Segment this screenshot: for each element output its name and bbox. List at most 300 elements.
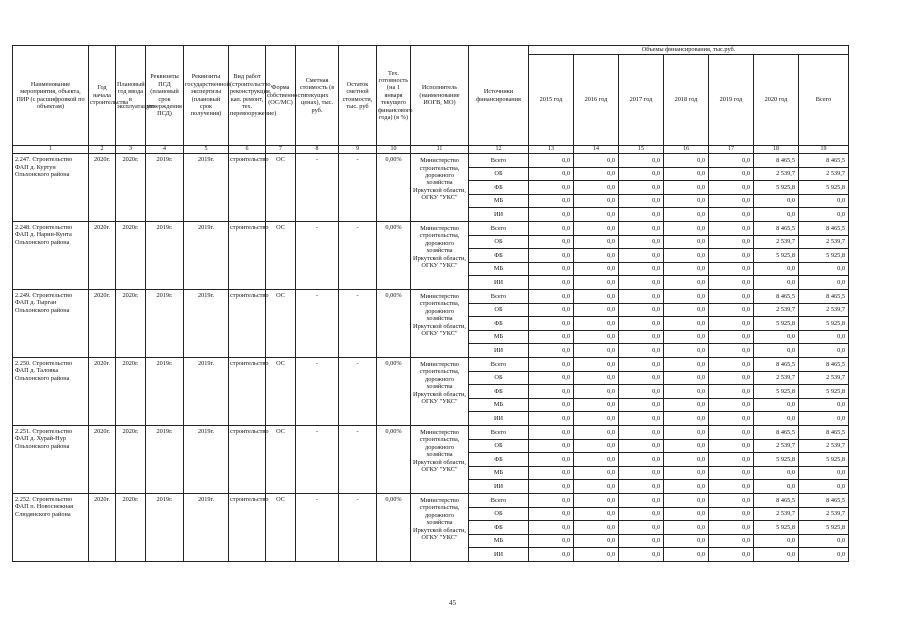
funding-source: ФБ [469,521,529,535]
year-value: 0,0 [529,344,574,358]
year-value: 0,0 [664,548,709,562]
year-value: 0,0 [529,425,574,439]
funding-source: ИИ [469,344,529,358]
total-value: 8 465,5 [799,290,849,304]
year-value: 0,0 [529,262,574,276]
year-value: 0,0 [754,194,799,208]
readiness-percent: 0,00% [377,357,411,425]
year-value: 0,0 [754,262,799,276]
year-value: 0,0 [619,480,664,494]
year-value: 8 465,5 [754,222,799,236]
year-value: 0,0 [664,521,709,535]
year-value: 0,0 [619,154,664,168]
ownership-form: ОС [266,493,296,561]
year-value: 5 925,8 [754,385,799,399]
year-value: 0,0 [709,344,754,358]
header-volumes: Объемы финансирования, тыс.руб. [529,46,849,55]
year-value: 0,0 [709,466,754,480]
year-value: 2 539,7 [754,303,799,317]
year-value: 0,0 [754,276,799,290]
year-value: 0,0 [709,425,754,439]
object-name: 2.251. Строительство ФАП д. Хурай-Нур Ольхонского района [13,425,89,493]
funding-source: МБ [469,534,529,548]
year-value: 0,0 [709,262,754,276]
year-value: 0,0 [619,167,664,181]
readiness-percent: 0,00% [377,154,411,222]
start-year: 2020г. [89,154,116,222]
column-number: 10 [377,146,411,154]
work-type: строительство [229,154,266,222]
year-value: 0,0 [619,385,664,399]
year-value: 0,0 [664,330,709,344]
column-number: 5 [184,146,229,154]
year-value: 0,0 [664,222,709,236]
year-value: 0,0 [664,385,709,399]
year-value: 0,0 [529,276,574,290]
year-value: 2 539,7 [754,167,799,181]
year-value: 0,0 [529,357,574,371]
year-value: 0,0 [619,208,664,222]
remaining-cost: - [339,493,377,561]
year-value: 0,0 [574,534,619,548]
total-value: 5 925,8 [799,453,849,467]
year-value: 0,0 [619,276,664,290]
expertise-date: 2019г. [184,357,229,425]
funding-source: ОБ [469,371,529,385]
funding-source: ОБ [469,439,529,453]
object-name: 2.250. Строительство ФАП д. Таловка Ольхонского района [13,357,89,425]
year-value: 0,0 [574,330,619,344]
remaining-cost: - [339,222,377,290]
remaining-cost: - [339,154,377,222]
column-number: 9 [339,146,377,154]
column-number: 19 [799,146,849,154]
header-year-2016: 2016 год [574,55,619,146]
year-value: 8 465,5 [754,357,799,371]
year-value: 0,0 [574,208,619,222]
year-value: 0,0 [664,371,709,385]
year-value: 0,0 [709,194,754,208]
year-value: 0,0 [664,466,709,480]
total-value: 2 539,7 [799,507,849,521]
remaining-cost: - [339,357,377,425]
year-value: 0,0 [709,290,754,304]
year-value: 0,0 [619,507,664,521]
year-value: 0,0 [529,317,574,331]
year-value: 0,0 [574,439,619,453]
year-value: 0,0 [574,303,619,317]
year-value: 0,0 [619,439,664,453]
plan-year: 2020г. [116,357,146,425]
year-value: 0,0 [574,357,619,371]
year-value: 0,0 [619,534,664,548]
year-value: 0,0 [574,181,619,195]
year-value: 0,0 [529,412,574,426]
column-number: 17 [709,146,754,154]
year-value: 0,0 [709,235,754,249]
year-value: 0,0 [709,507,754,521]
readiness-percent: 0,00% [377,425,411,493]
year-value: 0,0 [574,276,619,290]
year-value: 2 539,7 [754,507,799,521]
readiness-percent: 0,00% [377,290,411,358]
total-value: 0,0 [799,276,849,290]
year-value: 0,0 [709,249,754,263]
year-value: 0,0 [664,493,709,507]
year-value: 2 539,7 [754,235,799,249]
year-value: 0,0 [529,371,574,385]
column-number: 3 [116,146,146,154]
year-value: 0,0 [529,154,574,168]
psd-date: 2019г. [146,154,184,222]
year-value: 0,0 [574,385,619,399]
year-value: 0,0 [574,453,619,467]
year-value: 0,0 [574,521,619,535]
start-year: 2020г. [89,357,116,425]
year-value: 0,0 [619,317,664,331]
year-value: 0,0 [664,425,709,439]
readiness-percent: 0,00% [377,493,411,561]
work-type: строительство [229,222,266,290]
header-plan-year: Плановый год ввода в эксплуатацию [116,46,146,146]
executor: Министерство строительства, дорожного хозяйства Иркутской области, ОГКУ "УКС" [411,154,469,222]
year-value: 0,0 [664,412,709,426]
year-value: 0,0 [529,194,574,208]
year-value: 0,0 [664,398,709,412]
table-row [13,425,849,439]
year-value: 0,0 [664,194,709,208]
year-value: 0,0 [529,466,574,480]
year-value: 0,0 [709,398,754,412]
year-value: 0,0 [664,181,709,195]
psd-date: 2019г. [146,357,184,425]
year-value: 0,0 [754,534,799,548]
year-value: 0,0 [574,222,619,236]
table-row [13,222,849,236]
estimated-cost: - [296,493,339,561]
readiness-percent: 0,00% [377,222,411,290]
year-value: 0,0 [709,317,754,331]
year-value: 0,0 [754,412,799,426]
object-name: 2.247. Строительство ФАП д. Куртун Ольхонского района [13,154,89,222]
year-value: 0,0 [664,262,709,276]
financing-table [12,45,849,562]
year-value: 0,0 [619,371,664,385]
funding-source: ОБ [469,507,529,521]
year-value: 0,0 [574,466,619,480]
year-value: 0,0 [529,303,574,317]
total-value: 0,0 [799,412,849,426]
object-name: 2.248. Строительство ФАП д. Нарин-Кунта Ольхонского района [13,222,89,290]
year-value: 0,0 [709,276,754,290]
funding-source: Всего [469,154,529,168]
year-value: 0,0 [574,425,619,439]
total-value: 5 925,8 [799,181,849,195]
plan-year: 2020г. [116,290,146,358]
year-value: 0,0 [664,154,709,168]
year-value: 0,0 [529,521,574,535]
column-number: 1 [13,146,89,154]
year-value: 2 539,7 [754,371,799,385]
funding-source: МБ [469,330,529,344]
funding-source: ИИ [469,208,529,222]
column-number: 15 [619,146,664,154]
year-value: 0,0 [709,330,754,344]
total-value: 5 925,8 [799,317,849,331]
year-value: 0,0 [619,453,664,467]
year-value: 0,0 [664,303,709,317]
funding-source: ИИ [469,276,529,290]
total-value: 0,0 [799,534,849,548]
year-value: 0,0 [529,398,574,412]
year-value: 0,0 [529,453,574,467]
funding-source: ФБ [469,249,529,263]
header-year-2017: 2017 год [619,55,664,146]
year-value: 0,0 [574,398,619,412]
year-value: 0,0 [529,181,574,195]
total-value: 2 539,7 [799,167,849,181]
year-value: 0,0 [529,439,574,453]
year-value: 0,0 [664,208,709,222]
year-value: 0,0 [709,385,754,399]
year-value: 0,0 [709,371,754,385]
header-sources: Источники финансирования [469,46,529,146]
executor: Министерство строительства, дорожного хозяйства Иркутской области, ОГКУ "УКС" [411,290,469,358]
year-value: 0,0 [619,493,664,507]
table-row [13,290,849,304]
header-name: Наименование мероприятия, объекта, ПИР (с расшифровкой по объектам) [13,46,89,146]
total-value: 5 925,8 [799,385,849,399]
start-year: 2020г. [89,493,116,561]
year-value: 0,0 [529,235,574,249]
funding-source: ОБ [469,303,529,317]
year-value: 0,0 [709,222,754,236]
ownership-form: ОС [266,154,296,222]
total-value: 5 925,8 [799,521,849,535]
year-value: 0,0 [574,507,619,521]
psd-date: 2019г. [146,425,184,493]
header-readiness: Тех. готовность (на 1 января текущего финансового года) (в %) [377,46,411,146]
psd-date: 2019г. [146,290,184,358]
total-value: 2 539,7 [799,235,849,249]
year-value: 0,0 [709,548,754,562]
table-row [13,493,849,507]
total-value: 8 465,5 [799,222,849,236]
year-value: 0,0 [529,330,574,344]
column-number: 2 [89,146,116,154]
executor: Министерство строительства, дорожного хозяйства Иркутской области, ОГКУ "УКС" [411,357,469,425]
expertise-date: 2019г. [184,290,229,358]
total-value: 0,0 [799,398,849,412]
year-value: 0,0 [574,548,619,562]
total-value: 2 539,7 [799,439,849,453]
total-value: 0,0 [799,194,849,208]
expertise-date: 2019г. [184,425,229,493]
year-value: 0,0 [709,208,754,222]
year-value: 0,0 [709,493,754,507]
funding-source: ОБ [469,167,529,181]
funding-source: МБ [469,262,529,276]
executor: Министерство строительства, дорожного хозяйства Иркутской области, ОГКУ "УКС" [411,493,469,561]
year-value: 5 925,8 [754,249,799,263]
column-number: 14 [574,146,619,154]
total-value: 8 465,5 [799,425,849,439]
header-work-type: Вид работ (строительство, реконструкция, кап. ремонт, тех. перевооружение) [229,46,266,146]
year-value: 0,0 [529,222,574,236]
year-value: 0,0 [754,480,799,494]
work-type: строительство [229,493,266,561]
ownership-form: ОС [266,425,296,493]
year-value: 0,0 [664,480,709,494]
plan-year: 2020г. [116,493,146,561]
header-start-year: Год начала строительства [89,46,116,146]
year-value: 0,0 [754,466,799,480]
year-value: 0,0 [709,412,754,426]
remaining-cost: - [339,290,377,358]
total-value: 2 539,7 [799,371,849,385]
work-type: строительство [229,290,266,358]
header-expertise: Реквизиты государственной экспертизы (плановый срок получения) [184,46,229,146]
header-remaining-cost: Остаток сметной стоимости, тыс. руб [339,46,377,146]
year-value: 0,0 [529,480,574,494]
plan-year: 2020г. [116,425,146,493]
work-type: строительство [229,357,266,425]
year-value: 0,0 [619,357,664,371]
total-value: 2 539,7 [799,303,849,317]
year-value: 0,0 [754,398,799,412]
year-value: 0,0 [574,344,619,358]
funding-source: ОБ [469,235,529,249]
year-value: 0,0 [664,290,709,304]
year-value: 0,0 [619,249,664,263]
expertise-date: 2019г. [184,222,229,290]
total-value: 8 465,5 [799,357,849,371]
year-value: 0,0 [574,262,619,276]
year-value: 0,0 [664,357,709,371]
estimated-cost: - [296,154,339,222]
year-value: 0,0 [619,466,664,480]
year-value: 0,0 [709,167,754,181]
year-value: 0,0 [709,453,754,467]
start-year: 2020г. [89,425,116,493]
header-year-2020: 2020 год [754,55,799,146]
year-value: 0,0 [709,521,754,535]
year-value: 0,0 [619,330,664,344]
funding-source: Всего [469,222,529,236]
year-value: 0,0 [574,194,619,208]
ownership-form: ОС [266,222,296,290]
psd-date: 2019г. [146,222,184,290]
psd-date: 2019г. [146,493,184,561]
column-number: 18 [754,146,799,154]
object-name: 2.252. Строительство ФАП п. Новоснежная Слюдянского района [13,493,89,561]
estimated-cost: - [296,357,339,425]
header-ownership: Форма собственности (ОС/МС) [266,46,296,146]
year-value: 8 465,5 [754,493,799,507]
funding-source: ИИ [469,548,529,562]
year-value: 5 925,8 [754,521,799,535]
year-value: 0,0 [574,290,619,304]
expertise-date: 2019г. [184,154,229,222]
year-value: 0,0 [529,208,574,222]
year-value: 0,0 [574,480,619,494]
header-total: Всего [799,55,849,146]
year-value: 0,0 [664,276,709,290]
year-value: 0,0 [619,235,664,249]
year-value: 0,0 [619,521,664,535]
executor: Министерство строительства, дорожного хозяйства Иркутской области, ОГКУ "УКС" [411,222,469,290]
year-value: 0,0 [664,167,709,181]
column-number-row [13,146,849,154]
funding-source: ФБ [469,453,529,467]
year-value: 0,0 [574,412,619,426]
funding-source: МБ [469,466,529,480]
header-estimated-cost: Сметная стоимость (в текущих ценах), тыс. руб. [296,46,339,146]
year-value: 0,0 [664,453,709,467]
total-value: 0,0 [799,548,849,562]
year-value: 0,0 [619,303,664,317]
year-value: 0,0 [664,249,709,263]
object-name: 2.249. Строительство ФАП д. Тырган Ольхонского района [13,290,89,358]
year-value: 0,0 [619,398,664,412]
table-row [13,154,849,168]
total-value: 0,0 [799,480,849,494]
year-value: 0,0 [529,493,574,507]
year-value: 0,0 [619,262,664,276]
start-year: 2020г. [89,222,116,290]
year-value: 0,0 [664,235,709,249]
year-value: 0,0 [529,548,574,562]
year-value: 0,0 [619,412,664,426]
total-value: 8 465,5 [799,493,849,507]
remaining-cost: - [339,425,377,493]
year-value: 0,0 [709,357,754,371]
estimated-cost: - [296,290,339,358]
funding-source: Всего [469,290,529,304]
column-number: 8 [296,146,339,154]
year-value: 0,0 [709,303,754,317]
year-value: 0,0 [709,181,754,195]
header-year-2015: 2015 год [529,55,574,146]
year-value: 0,0 [754,548,799,562]
start-year: 2020г. [89,290,116,358]
year-value: 0,0 [574,154,619,168]
funding-source: Всего [469,493,529,507]
year-value: 0,0 [529,507,574,521]
year-value: 0,0 [529,534,574,548]
year-value: 5 925,8 [754,453,799,467]
year-value: 0,0 [664,439,709,453]
year-value: 0,0 [619,425,664,439]
year-value: 0,0 [574,249,619,263]
year-value: 0,0 [529,249,574,263]
year-value: 0,0 [574,235,619,249]
year-value: 2 539,7 [754,439,799,453]
header-row-1 [13,46,849,55]
plan-year: 2020г. [116,154,146,222]
total-value: 0,0 [799,330,849,344]
year-value: 5 925,8 [754,181,799,195]
year-value: 0,0 [709,534,754,548]
total-value: 0,0 [799,208,849,222]
year-value: 0,0 [664,534,709,548]
funding-source: МБ [469,194,529,208]
column-number: 4 [146,146,184,154]
column-number: 16 [664,146,709,154]
executor: Министерство строительства, дорожного хозяйства Иркутской области, ОГКУ "УКС" [411,425,469,493]
ownership-form: ОС [266,290,296,358]
year-value: 0,0 [529,290,574,304]
